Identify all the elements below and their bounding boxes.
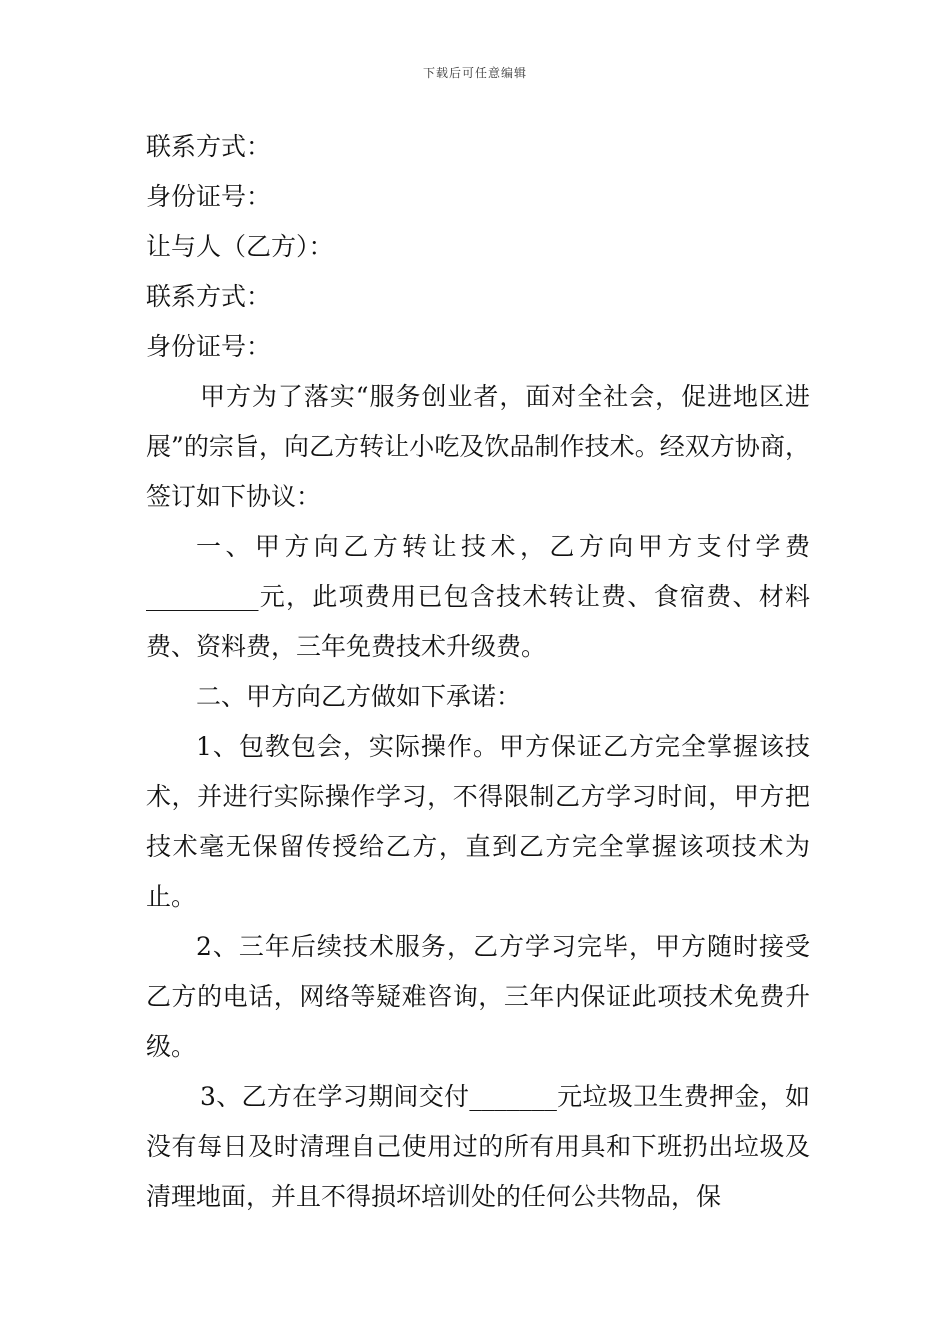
assignee-party-b-label: 让与人（乙方）： xyxy=(146,232,334,261)
clause-2-item-2: 2、三年后续技术服务，乙方学习完毕，甲方随时接受乙方的电话，网络等疑难咨询，三年内保证此项技术免费升级。 xyxy=(146,932,810,1061)
clause-2-item-1: 1、包教包会，实际操作。甲方保证乙方完全掌握该技术，并进行实际操作学习，不得限制乙方学习时间，甲方把技术毫无保留传授给乙方，直到乙方完全掌握该项技术为止。 xyxy=(146,732,810,911)
contact-label-party-a: 联系方式： xyxy=(146,132,272,161)
preamble-paragraph: 甲方为了落实“服务创业者，面对全社会，促进地区进展”的宗旨，向乙方转让小吃及饮品制作技术。经双方协商，签订如下协议： xyxy=(146,382,810,511)
contact-label-party-b: 联系方式： xyxy=(146,282,272,311)
id-number-label-party-b: 身份证号： xyxy=(146,332,272,361)
page-header-note: 下载后可任意编辑 xyxy=(422,66,527,80)
id-number-label-party-a: 身份证号： xyxy=(146,182,272,211)
clause-2-item-3: 3、乙方在学习期间交付_______元垃圾卫生费押金，如没有每日及时清理自己使用过的所有用具和下班扔出垃圾及清理地面，并且不得损坏培训处的任何公共物品，保 xyxy=(146,1082,810,1211)
clause-2-heading: 二、甲方向乙方做如下承诺： xyxy=(196,682,522,711)
clause-1-paragraph: 一、甲方向乙方转让技术，乙方向甲方支付学费_________元，此项费用已包含技术转让费、食宿费、材料费、资料费，三年免费技术升级费。 xyxy=(146,532,810,661)
document-body xyxy=(146,122,810,1222)
